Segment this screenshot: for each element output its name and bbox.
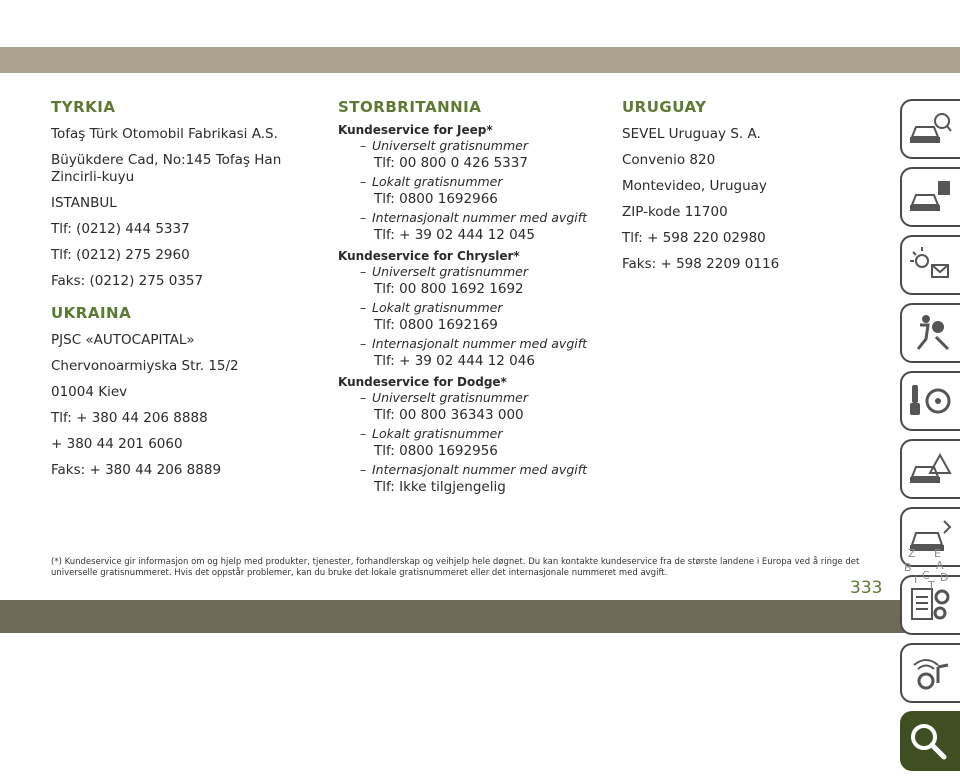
- bottom-bar: [0, 600, 960, 633]
- dash: –: [360, 426, 367, 441]
- dash: –: [360, 210, 367, 225]
- uruguay-line: ZIP-kode 11700: [622, 204, 728, 220]
- tyrkia-line: Faks: (0212) 275 0357: [51, 273, 204, 289]
- tab-warning-lights[interactable]: [900, 235, 960, 295]
- dash: –: [360, 390, 367, 405]
- uruguay-line: Faks: + 598 2209 0116: [622, 256, 780, 272]
- heading-storbritannia: STORBRITANNIA: [338, 98, 482, 116]
- service-phone: Tlf: 00 800 36343 000: [374, 407, 524, 423]
- search-icon: [908, 721, 952, 761]
- service-label: – Internasjonalt nummer med avgift: [360, 210, 588, 225]
- tab-safety[interactable]: [900, 303, 960, 363]
- starting-driving-icon: [908, 381, 952, 421]
- tyrkia-line: Tofaş Türk Otomobil Fabrikasi A.S.: [51, 126, 278, 142]
- service-phone: Tlf: + 39 02 444 12 045: [374, 227, 535, 243]
- tyrkia-line: Tlf: (0212) 444 5337: [51, 221, 190, 237]
- dash: –: [360, 336, 367, 351]
- service-phone: Tlf: 0800 1692966: [374, 191, 498, 207]
- tab-dashboard[interactable]: [900, 167, 960, 227]
- service-phone: Tlf: 0800 1692956: [374, 443, 498, 459]
- column-turkey-ukraine: [51, 98, 321, 488]
- index-letter: I: [914, 573, 918, 586]
- index-letter: C: [922, 569, 930, 582]
- chapter-tabs: [900, 99, 960, 779]
- index-letter: T: [928, 579, 935, 592]
- car-info-icon: [908, 109, 952, 149]
- page-number: 333: [850, 578, 883, 598]
- top-bar: [0, 47, 960, 73]
- service-group-chrysler: [338, 248, 598, 371]
- dash: –: [360, 300, 367, 315]
- tyrkia-line: Büyükdere Cad, No:145 Tofaş Han Zincirli-kuyu: [51, 152, 282, 185]
- service-label: – Lokalt gratisnummer: [360, 174, 503, 189]
- service-group-dodge: [338, 374, 598, 497]
- service-phone: Tlf: 0800 1692169: [374, 317, 498, 333]
- tab-index[interactable]: [900, 711, 960, 771]
- service-label: – Universelt gratisnummer: [360, 264, 528, 279]
- dash: –: [360, 174, 367, 189]
- tab-car-info[interactable]: [900, 99, 960, 159]
- service-phone: Tlf: 00 800 1692 1692: [374, 281, 524, 297]
- service-phone: Tlf: Ikke tilgjengelig: [374, 479, 506, 495]
- index-letter: D: [940, 571, 949, 584]
- service-label: – Lokalt gratisnummer: [360, 300, 503, 315]
- dash: –: [360, 138, 367, 153]
- uruguay-line: Montevideo, Uruguay: [622, 178, 767, 194]
- tab-emergency[interactable]: [900, 439, 960, 499]
- index-letter: Z: [908, 547, 916, 560]
- service-group-jeep: [338, 122, 598, 245]
- uruguay-line: Tlf: + 598 220 02980: [622, 230, 766, 246]
- uruguay-line: Convenio 820: [622, 152, 716, 168]
- service-title: Kundeservice for Jeep*: [338, 123, 493, 137]
- service-phone: Tlf: 00 800 0 426 5337: [374, 155, 528, 171]
- ukraina-line: Chervonoarmiyska Str. 15/2: [51, 358, 239, 374]
- ukraina-line: + 380 44 201 6060: [51, 436, 183, 452]
- heading-tyrkia: TYRKIA: [51, 98, 116, 116]
- index-letter: B: [904, 561, 912, 574]
- service-title: Kundeservice for Dodge*: [338, 375, 507, 389]
- tyrkia-line: Tlf: (0212) 275 2960: [51, 247, 190, 263]
- service-label: – Internasjonalt nummer med avgift: [360, 336, 588, 351]
- service-phone: Tlf: + 39 02 444 12 046: [374, 353, 535, 369]
- index-letter: E: [934, 547, 941, 560]
- emergency-triangle-icon: [908, 449, 952, 489]
- airbag-safety-icon: [908, 313, 952, 353]
- column-uruguay: [622, 98, 882, 282]
- tab-starting-driving[interactable]: [900, 371, 960, 431]
- uruguay-line: SEVEL Uruguay S. A.: [622, 126, 761, 142]
- alphabetical-index-tab[interactable]: [900, 543, 960, 593]
- service-label: – Universelt gratisnummer: [360, 138, 528, 153]
- index-letter: A: [936, 559, 944, 572]
- tab-multimedia[interactable]: [900, 643, 960, 703]
- multimedia-icon: [908, 653, 952, 693]
- ukraina-line: Faks: + 380 44 206 8889: [51, 462, 222, 478]
- column-storbritannia: [338, 98, 598, 498]
- dash: –: [360, 264, 367, 279]
- service-title: Kundeservice for Chrysler*: [338, 249, 520, 263]
- tyrkia-line: ISTANBUL: [51, 195, 117, 211]
- heading-ukraina: UKRAINA: [51, 304, 132, 322]
- ukraina-line: Tlf: + 380 44 206 8888: [51, 410, 208, 426]
- service-label: – Universelt gratisnummer: [360, 390, 528, 405]
- service-label: – Lokalt gratisnummer: [360, 426, 503, 441]
- ukraina-line: PJSC «AUTOCAPITAL»: [51, 332, 195, 348]
- service-label: – Internasjonalt nummer med avgift: [360, 462, 588, 477]
- footnote: (*) Kundeservice gir informasjon om og hjelp med produkter, tjenester, forhandlerskap og veihjelp hele døgnet. Du kan kontakte kundeservice fra de største landene i Europa ved å ringe det universelle gratisnummeret. Hvis det oppstår problemer, kan du bruke det lokale gratisnummeret eller det internasjonale nummeret med avgift.: [51, 557, 860, 578]
- dashboard-car-icon: [908, 177, 952, 217]
- heading-uruguay: URUGUAY: [622, 98, 707, 116]
- warning-light-icon: [908, 245, 952, 285]
- dash: –: [360, 462, 367, 477]
- ukraina-line: 01004 Kiev: [51, 384, 128, 400]
